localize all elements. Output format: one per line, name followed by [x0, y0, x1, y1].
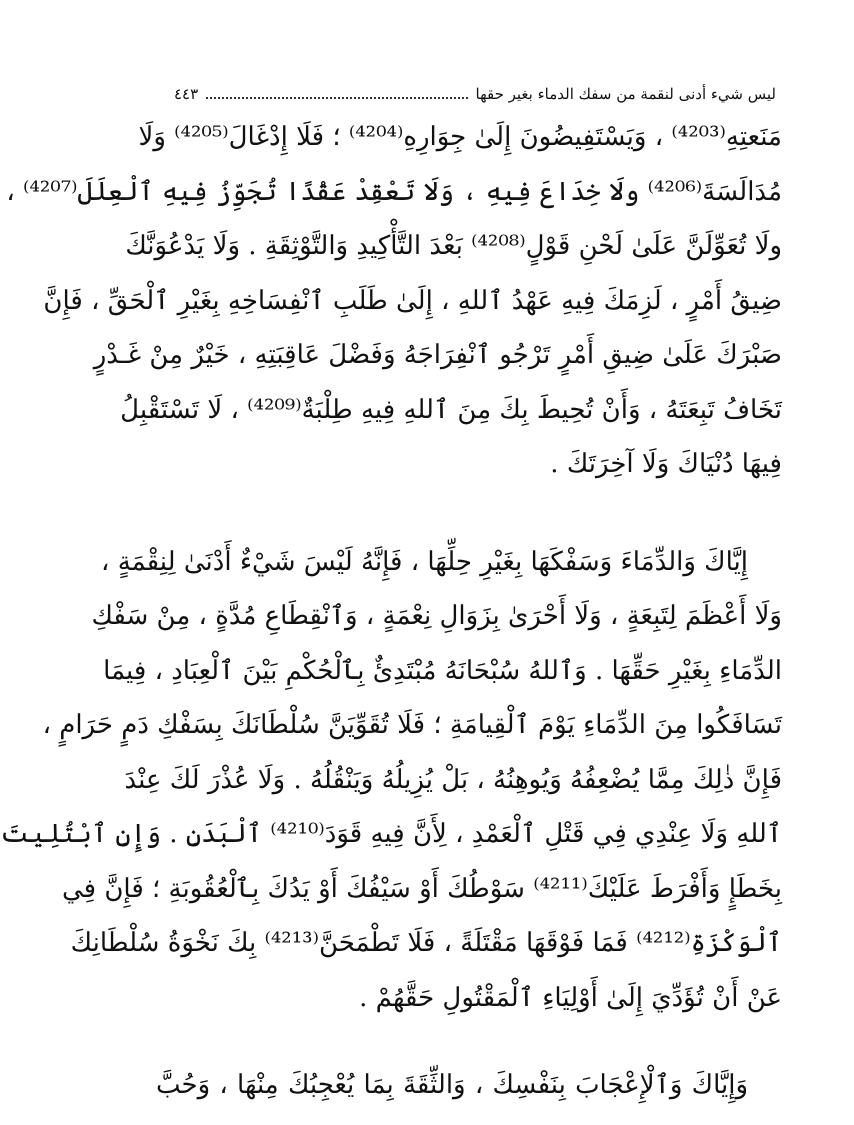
text-line: ولَا تُعَوِّلَنَّ عَلَىٰ لَحْنِ قَوْلٍ⁽⁴²⁰⁸⁾ بَعْدَ التَّأْكِيدِ وَالتَّوْثِقَةِ . وَلَا يَدْعُوَنَّكَ: [125, 231, 782, 261]
text-line: بِخَطَإٍ وَأَفْرَطَ عَلَيْكَ⁽⁴²¹¹⁾ سَوْطُكَ أَوْ سَيْفُكَ أَوْ يَدُكَ بِٱلْعُقُوبَةِ ؛ فَإِنَّ فِي: [61, 873, 782, 904]
running-header: [174, 82, 776, 104]
paragraph-1: [6, 110, 782, 492]
text-line: إِيَّاكَ وَالدِّمَاءَ وَسَفْكَهَا بِغَيْرِ حِلِّهَا ، فَإِنَّهُ لَيْسَ شَيْءٌ أَدْنَىٰ لِنِقْمَةٍ ،: [101, 546, 748, 577]
text-line: صَبْرَكَ عَلَىٰ ضِيقِ أَمْرٍ تَرْجُو ٱنْفِرَاجَهُ وَفَضْلَ عَاقِبَتِهِ ، خَيْرٌ مِنْ غَـدْرٍ: [93, 340, 782, 370]
text-line: تَسَافَكُوا مِنَ الدِّمَاءِ يَوْمَ ٱلْقِيامَةِ ؛ فَلَا تُقَوِّيَنَّ سُلْطَانَكَ بِسَفْكِ دَمٍ حَرَامٍ ،: [42, 710, 782, 740]
text-line: ٱللهِ وَلَا عِنْدِي فِي قَتْلِ ٱلْعَمْدِ ، لِأَنَّ فِيهِ قَوَدَ⁽⁴²¹⁰⁾ ٱلْبَدَنِ . وَإِنِ ٱبْتُلِيتَ: [0, 819, 782, 849]
header-dot-leader: [206, 96, 467, 99]
text-line: مَنَعتِهِ⁽⁴²⁰³⁾ ، وَيَسْتَفِيضُونَ إِلَىٰ جِوَارِهِ⁽⁴²⁰⁴⁾ ؛ فَلَا إِدْغَالَ⁽⁴²⁰⁵⁾ وَلَا: [138, 122, 782, 152]
text-line: مُدَالَسَةَ⁽⁴²⁰⁶⁾ ولَا خِدَاعَ فِيهِ ، وَلَا تَعْقِدْ عَقْدًا تُجَوِّزُ فِيهِ ٱلْعِلَلَ⁽⁴²⁰⁷⁾ ،: [6, 176, 782, 207]
text-line: فِيهَا دُنْيَاكَ وَلَا آخِرَتَكَ .: [550, 449, 782, 479]
paragraph-gap: [156, 1025, 782, 1058]
text-line: وَإِيَّاكَ وَٱلْإِعْجَابَ بِنَفْسِكَ ، وَالثِّقَةَ بِمَا يُعْجِبُكَ مِنْهَا ، وَحُبَّ: [156, 1070, 748, 1100]
text-line: فَإِنَّ ذٰلِكَ مِمَّا يُضْعِفُهُ وَيُوهِنُهُ ، بَلْ يُزِيلُهُ وَيَنْقُلُهُ . وَلَا عُذْرَ لَكَ عِنْدَ: [124, 764, 782, 795]
text-line: تَخَافُ تَبِعَتَهُ ، وَأَنْ تُحِيطَ بِكَ مِنَ ٱللهِ فِيهِ طِلْبَةٌ⁽⁴²⁰⁹⁾ ، لَا تَسْتَقْبِلُ: [120, 394, 782, 425]
paragraph-gap: [156, 492, 782, 535]
text-line: وَلَا أَعْظَمَ لِتَبِعَةٍ ، وَلَا أَحْرَىٰ بِزَوَالِ نِعْمَةٍ ، وَٱنْقِطَاعِ مُدَّةٍ ، مِنْ سَفْكِ: [91, 601, 782, 631]
text-line: الدِّمَاءِ بِغَيْرِ حَقِّهَا . وَٱللهُ سُبْحَانَهُ مُبْتَدِئٌ بِٱلْحُكْمِ بَيْنَ ٱلْعِبَادِ ، فِيمَا: [103, 655, 782, 686]
page-number: ٤٤٣: [174, 85, 199, 103]
text-line: ٱلْوَكْزَةِ⁽⁴²¹²⁾ فَمَا فَوْقَهَا مَقْتَلَةً ، فَلَا تَطْمَحَنَّ⁽⁴²¹³⁾ بِكَ نَخْوَةُ سُلْطَانِكَ: [70, 928, 782, 958]
text-line: ضِيقُ أَمْرٍ ، لَزِمَكَ فِيهِ عَهْدُ ٱللهِ ، إِلَىٰ طَلَبِ ٱنْفِسَاخِهِ بِغَيْرِ ٱلْحَقِّ ، فَإِنَّ: [43, 285, 782, 316]
text-line: عَنْ أَنْ تُؤَدِّيَ إِلَىٰ أَوْلِيَاءِ ٱلْمَقْتُولِ حَقَّهُمْ .: [359, 982, 782, 1013]
paragraph-3: [156, 1058, 782, 1113]
body-text: [0, 110, 782, 1113]
paragraph-2: [0, 535, 782, 1026]
running-title: ليس شيء أدنى لنقمة من سفك الدماء بغير حقها: [475, 85, 776, 103]
